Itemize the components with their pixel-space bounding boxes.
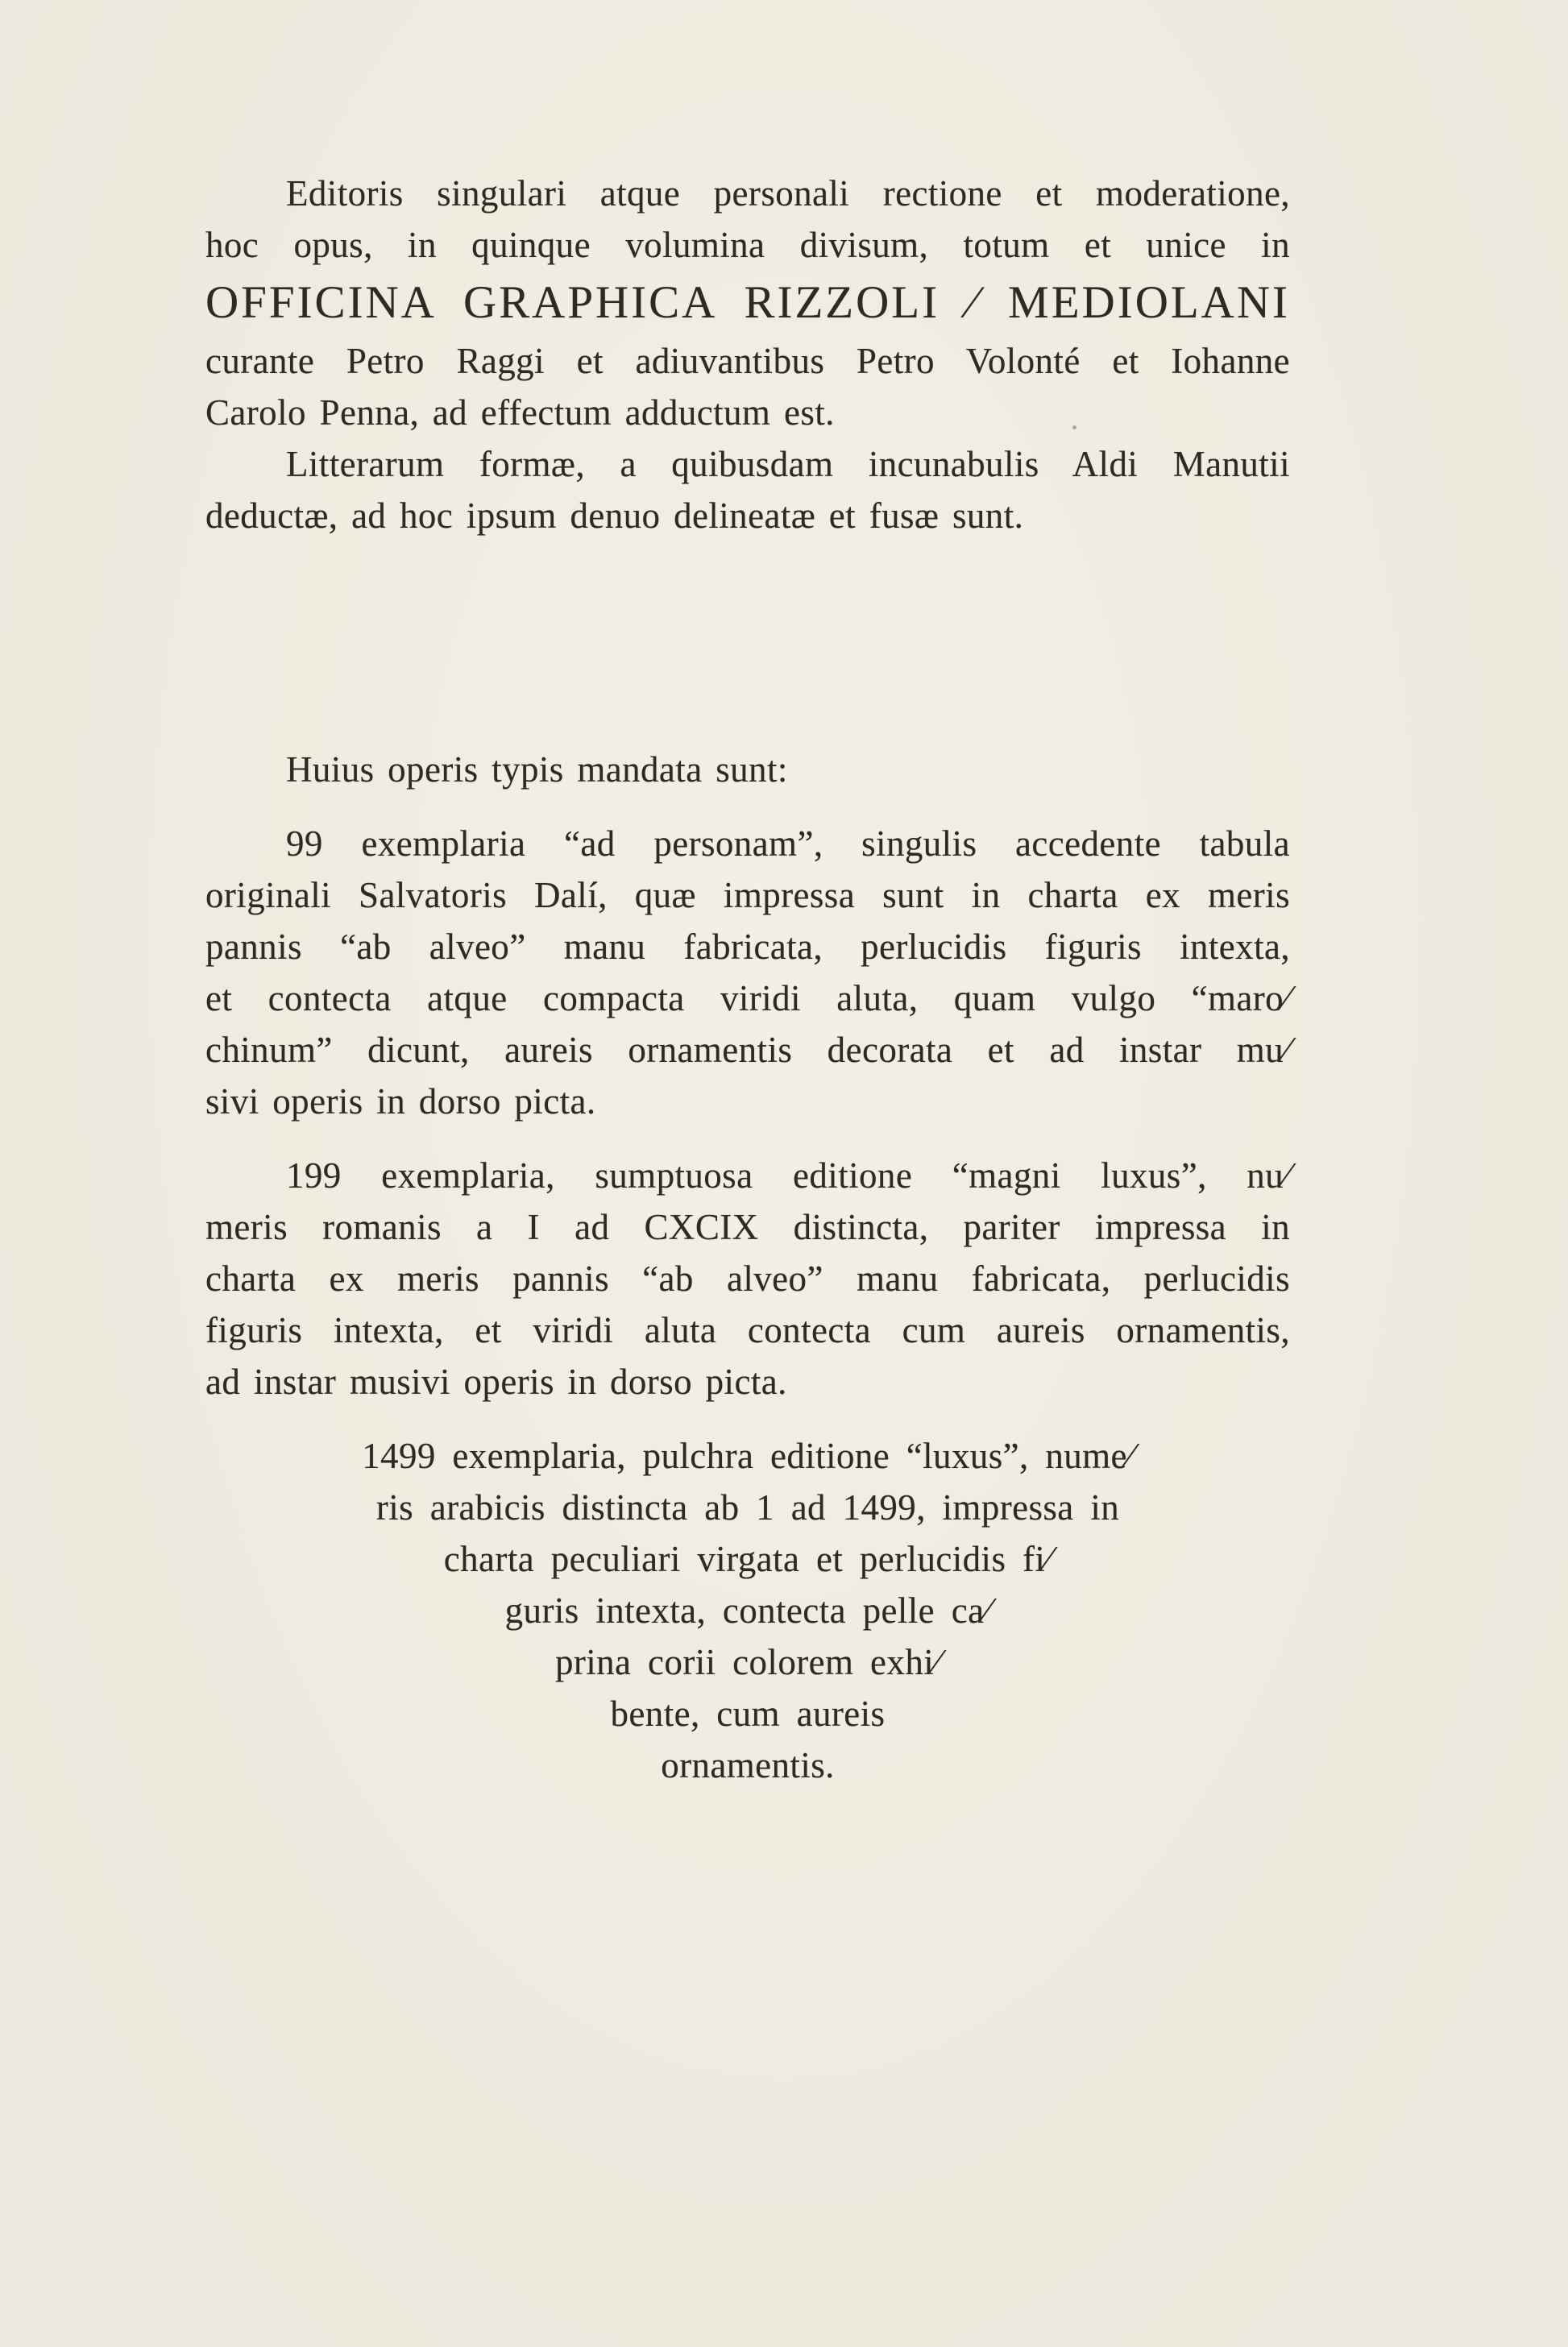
colophon-heading-block [205, 744, 1290, 795]
text-line: guris intexta, contecta pelle ca⁄ [504, 1590, 991, 1631]
text-line: Editoris singulari atque personali rectione et moderatione, [286, 173, 1290, 214]
text-line: 1499 exemplaria, pulchra editione “luxus”, nume⁄ [362, 1436, 1134, 1476]
text-line: sivi operis in dorso picta. [205, 1081, 596, 1122]
text-line: ris arabicis distincta ab 1 ad 1499, impressa in [375, 1487, 1120, 1528]
edition-1499-paragraph [205, 1430, 1290, 1791]
edition-99-paragraph [205, 818, 1290, 1127]
text-line: originali Salvatoris Dalí, quæ impressa sunt in charta ex meris [205, 875, 1290, 915]
imprint-officina-line: OFFICINA GRAPHICA RIZZOLI ⁄ MEDIOLANI [205, 277, 1290, 328]
text-line: ornamentis. [661, 1745, 835, 1785]
colophon-intro-paragraphs [205, 168, 1290, 541]
text-line: charta peculiari virgata et perlucidis fi⁄ [443, 1539, 1052, 1579]
edition-199-paragraph [205, 1150, 1290, 1408]
paper-speck [1072, 425, 1076, 429]
text-line: curante Petro Raggi et adiuvantibus Petro Volonté et Iohanne [205, 341, 1290, 381]
text-line: Litterarum formæ, a quibusdam incunabulis Aldi Manutii [286, 444, 1290, 484]
text-line: et contecta atque compacta viridi aluta, quam vulgo “maro⁄ [205, 978, 1290, 1018]
text-line: figuris intexta, et viridi aluta contecta cum aureis ornamentis, [205, 1310, 1290, 1350]
text-line: bente, cum aureis [610, 1694, 886, 1734]
text-line: Carolo Penna, ad effectum adductum est. [205, 392, 835, 433]
text-line: chinum” dicunt, aureis ornamentis decorata et ad instar mu⁄ [205, 1030, 1290, 1070]
text-line: meris romanis a I ad CXCIX distincta, pariter impressa in [205, 1207, 1290, 1247]
text-line: charta ex meris pannis “ab alveo” manu fabricata, perlucidis [205, 1259, 1290, 1299]
text-line: hoc opus, in quinque volumina divisum, totum et unice in [205, 225, 1290, 265]
text-line: pannis “ab alveo” manu fabricata, perlucidis figuris intexta, [205, 927, 1290, 967]
text-line: 199 exemplaria, sumptuosa editione “magni luxus”, nu⁄ [286, 1155, 1290, 1196]
text-line: 99 exemplaria “ad personam”, singulis accedente tabula [286, 823, 1290, 864]
text-line: prina corii colorem exhi⁄ [554, 1642, 941, 1682]
text-line: ad instar musivi operis in dorso picta. [205, 1362, 787, 1402]
text-line: deductæ, ad hoc ipsum denuo delineatæ et fusæ sunt. [205, 496, 1024, 536]
colophon-heading: Huius operis typis mandata sunt: [286, 749, 788, 790]
